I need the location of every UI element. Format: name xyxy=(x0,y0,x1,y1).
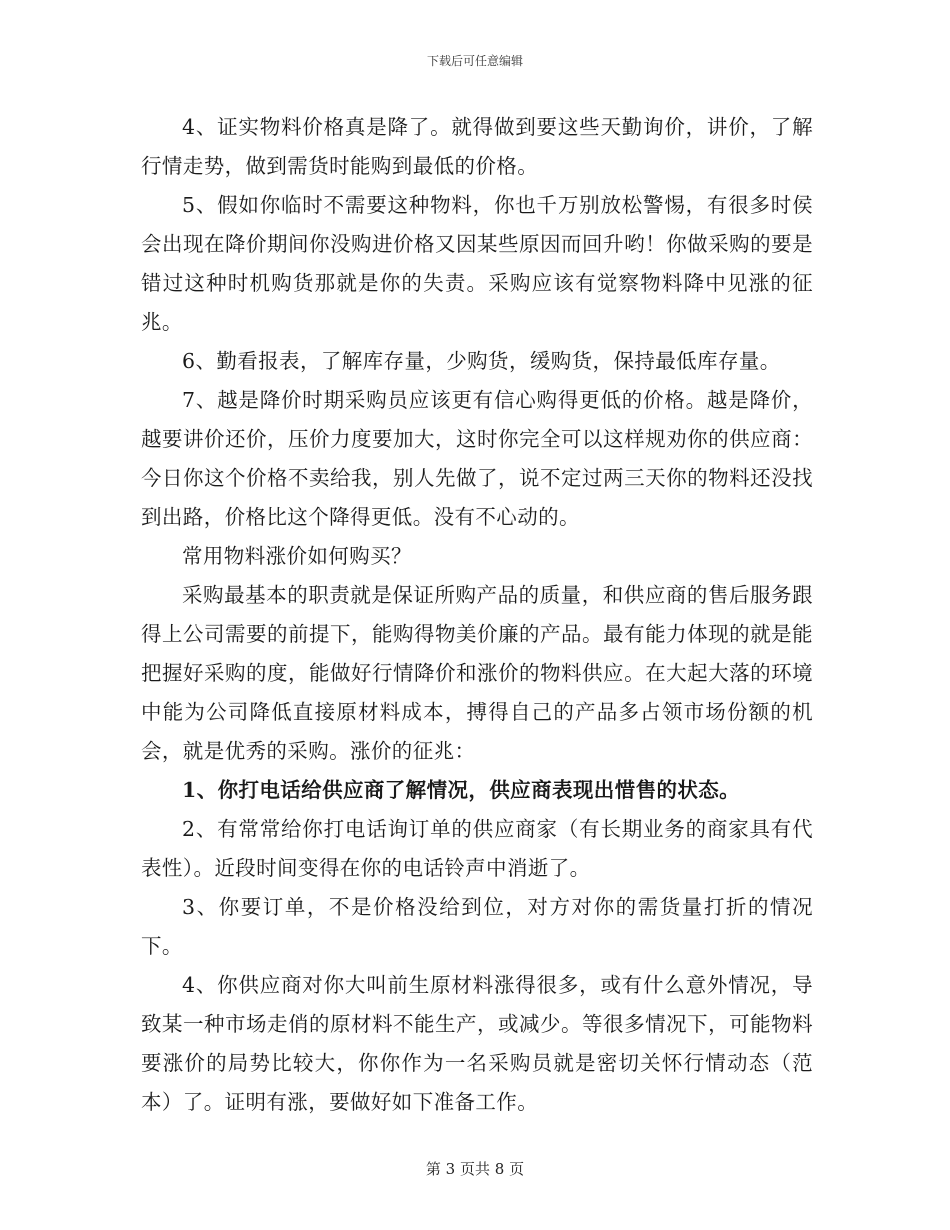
page-number: 第 3 页共 8 页 xyxy=(425,1160,525,1178)
paragraph-9: 3、你要订单，不是价格没给到位，对方对你的需货量打折的情况下。 xyxy=(141,895,813,958)
paragraph-3: 6、勤看报表，了解库存量，少购货，缓购货，保持最低库存量。 xyxy=(182,349,781,373)
document-body xyxy=(141,108,813,1122)
paragraph-8: 2、有常常给你打电话询订单的供应商家（有长期业务的商家具有代表性）。近段时间变得在你的电话铃声中消逝了。 xyxy=(141,817,813,880)
paragraph-7-bold: 1、你打电话给供应商了解情况，供应商表现出惜售的状态。 xyxy=(182,778,741,802)
paragraph-6: 采购最基本的职责就是保证所购产品的质量，和供应商的售后服务跟得上公司需要的前提下，能购得物美价廉的产品。最有能力体现的就是能把握好采购的度，能做好行情降价和涨价的物料供应。在大起大落的环境中能为公司降低直接原材料成本，搏得自己的产品多占领市场份额的机会，就是优秀的采购。涨价的征兆： xyxy=(141,583,813,763)
paragraph-2: 5、假如你临时不需要这种物料，你也千万别放松警惕，有很多时侯会出现在降价期间你没购进价格又因某些原因而回升哟！你做采购的要是错过这种时机购货那就是你的失责。采购应该有觉察物料降中见涨的征兆。 xyxy=(141,193,813,334)
section-heading: 常用物料涨价如何购买？ xyxy=(182,544,412,568)
paragraph-1: 4、证实物料价格真是降了。就得做到要这些天勤询价，讲价，了解行情走势，做到需货时能购到最低的价格。 xyxy=(141,115,813,178)
paragraph-10: 4、你供应商对你大叫前生原材料涨得很多，或有什么意外情况，导致某一种市场走俏的原材料不能生产，或减少。等很多情况下，可能物料要涨价的局势比较大，你你作为一名采购员就是密切关怀行情动态（范本）了。证明有涨，要做好如下准备工作。 xyxy=(141,973,813,1114)
paragraph-4: 7、越是降价时期采购员应该更有信心购得更低的价格。越是降价，越要讲价还价，压价力度要加大，这时你完全可以这样规劝你的供应商：今日你这个价格不卖给我，别人先做了，说不定过两三天你的物料还没找到出路，价格比这个降得更低。没有不心动的。 xyxy=(141,388,813,529)
page-header-note: 下载后可任意编辑 xyxy=(426,54,523,68)
